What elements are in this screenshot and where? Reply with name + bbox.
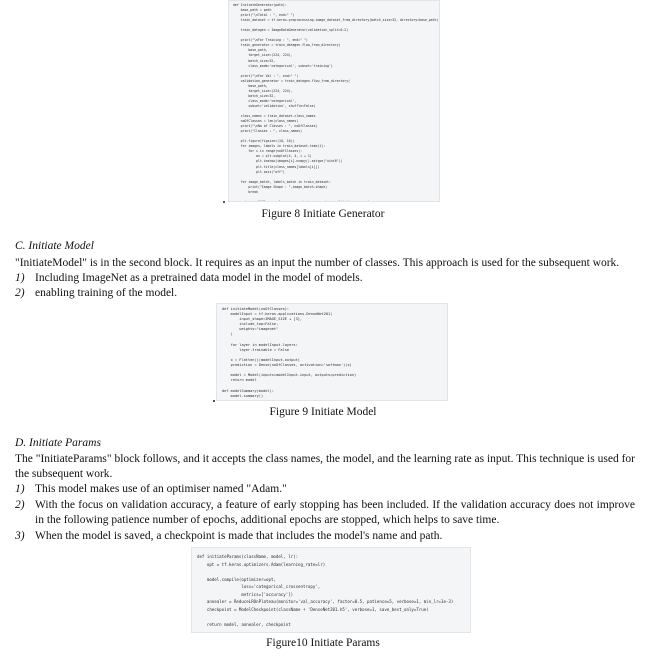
item-text: This model makes use of an optimiser named "Adam." [35,483,287,495]
item-number: 2) [15,287,25,299]
item-number: 1) [15,272,25,284]
code-line: x = Flatten()(modelInput.output) [222,357,300,362]
code-line: plt.axis("off") [233,169,285,174]
code-line: class_mode='categorical', subset='training') [233,63,333,68]
section-d-item-2 [15,498,635,528]
code-line: for image_batch, labels_batch in train_dataset: [233,179,331,184]
code-line: base_path = path [233,8,272,13]
item-text: enabling training of the model. [35,287,178,299]
code-line: metrics=['accuracy']) [197,591,294,597]
item-text: Including ImageNet as a pretrained data model in the model of models. [35,272,363,284]
figure-10-code-image [191,547,471,633]
code-line: plt.figure(figsize=(10, 10)) [233,139,295,144]
code-line: print("\nTotal : ", end=" ") [233,13,295,18]
code-line: target_size=(224, 224), [233,53,293,58]
code-line: def modelSummary(model): [222,388,274,393]
code-line: ) [222,332,233,337]
code-line: model = Model(inputs=modelInput.input, outputs=prediction) [222,373,357,378]
code-line: opt = tf.keras.optimizers.Adam(learning_rate=lr) [197,561,326,567]
code-line: print("Image Shape : ",image_batch.shape) [233,184,328,189]
code-line: noOfClasses = len(class_names) [233,119,299,124]
section-d-heading: D. Initiate Params [15,437,101,449]
code-lines [197,553,470,628]
code-line: return model, annealer, checkpoint [197,621,291,627]
code-line: input_shape=IMAGE_SIZE + [3], [222,317,303,322]
section-d-item-3 [15,529,635,544]
code-line: checkpoint = ModelCheckpoint(className + 'DenseNet201.h5', verbose=1, save_best_only=True) [197,606,429,612]
code-line: def initiateModel(noOfClasses): [222,307,290,311]
code-lines [233,3,439,202]
code-line: subset='validation', shuffle=False) [233,103,316,108]
code-line: print("Classes : ", class_names) [233,129,303,134]
code-line: base_path, [233,83,268,88]
code-line: def InitiateGenerator(path): [233,3,287,7]
code-line: for images, labels in train_dataset.take(1): [233,144,326,149]
code-line: validation_generator = train_datagen.flow_from_directory( [233,78,351,83]
section-d-paragraph: The "InitiateParams" block follows, and it accepts the class names, the model, and the learning rate as input. This technique is used for the subsequent work. [15,453,635,480]
code-line: layer.trainable = False [222,347,290,352]
image-anchor-dot [213,400,215,402]
code-line: batch_size=32, [233,93,276,98]
code-line: def initiateParams(className, model, lr): [197,554,299,559]
code-line: batch_size=32, [233,58,276,63]
code-line: plt.imshow(images[i].numpy().astype("uint8")) [233,159,343,164]
code-line: print("\nFor Val : ", end=" ") [233,73,299,78]
item-text: When the model is saved, a checkpoint is made that includes the model's name and path. [35,530,443,542]
code-line: annealer = ReduceLROnPlateau(monitor='val_accuracy', factor=0.5, patience=5, verbose=1, min_lr=1e-3) [197,599,454,604]
code-line: prediction = Dense(noOfClasses, activation='softmax')(x) [222,363,352,368]
code-line: base_path, [233,48,268,53]
section-c-paragraph: "InitiateModel" is in the second block. It requires as an input the number of classes. This approach is used for the subsequent work. [15,257,620,269]
code-lines [222,307,447,399]
section-c-heading: C. Initiate Model [15,240,94,252]
code-line: class_names = train_dataset.class_names [233,114,316,119]
code-line: return model [222,378,257,383]
item-number: 2) [15,499,25,511]
code-line: model.summary() [222,393,264,398]
code-line: train_datagen = ImageDataGenerator(validation_split=0.2) [233,28,349,33]
code-line: for i in range(noOfClasses): [233,149,303,154]
code-line: break [233,189,258,194]
item-number: 1) [15,483,25,495]
code-line: model.compile(optimizer=opt, [197,576,276,582]
section-c-item-2 [15,286,635,301]
code-line: plt.title(class_names[labels[i]]) [233,164,320,169]
section-c-item-1 [15,271,635,286]
figure-9-caption: Figure 9 Initiate Model [269,406,377,418]
code-line [197,613,470,621]
code-line: class_mode='categorical', [233,98,297,103]
code-line: modelInput = tf.keras.applications.DenseNet201( [222,312,333,317]
code-line: train_dataset = tf.keras.preprocessing.image_dataset_from_directory(batch_size=32, directory=base_path) [233,18,439,23]
figure-10-caption: Figure10 Initiate Params [266,637,380,649]
code-line: weights="imagenet" [222,327,279,332]
code-line: train_generator = train_datagen.flow_from_directory( [233,43,341,48]
item-text: With the focus on validation accuracy, a feature of early stopping has been included. If the validation accuracy does not improve in the following patience number of epochs, additional epochs are stopped, which helps to save time. [35,499,635,526]
section-d-item-1 [15,482,635,497]
code-line [197,568,470,576]
code-line: return noOfClasses,class_names, train_generator, validation_generator [233,199,374,202]
figure-8-caption: Figure 8 Initiate Generator [261,208,385,220]
code-line: loss='categorical_crossentropy', [197,584,321,589]
code-line: target_size=(224, 224), [233,88,293,93]
code-line: print("\nNo of Classes : ", noOfClasses) [233,124,318,129]
item-number: 3) [15,530,25,542]
code-line: for layer in modelInput.layers: [222,342,298,347]
code-line: print("\nFor Training : ", end=" ") [233,38,308,43]
figure-9-code-image [216,303,448,401]
code-line: include_top=False, [222,322,279,327]
figure-8-code-image [228,0,440,202]
code-line: ax = plt.subplot(4, 4, i + 1) [233,154,312,159]
image-anchor-dot [223,201,225,203]
